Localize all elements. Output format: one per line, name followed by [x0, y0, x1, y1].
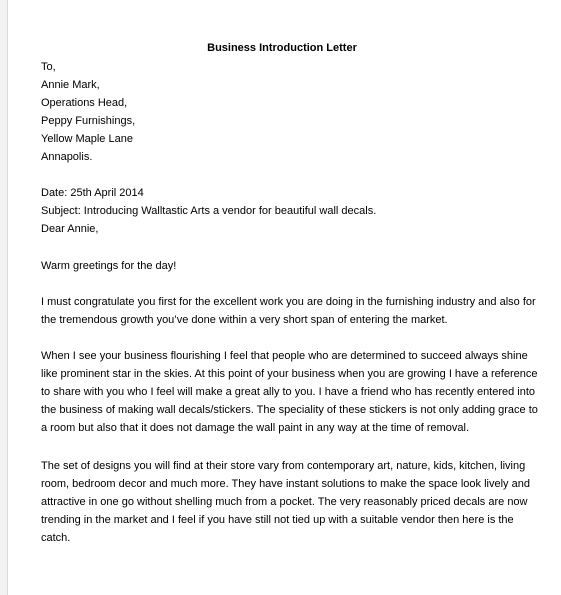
paragraph-line: room, bedroom decor and much more. They have instant solutions to make the space look lively and [41, 478, 530, 490]
paragraph-1 [41, 293, 536, 329]
greeting [41, 257, 541, 275]
recipient-line: Peppy Furnishings, [41, 115, 136, 127]
subject-line: Subject: Introducing Walltastic Arts a vendor for beautiful wall decals. [41, 205, 377, 217]
paragraph-2 [41, 347, 538, 437]
paragraph-line: the business of making wall decals/stickers. The speciality of these stickers is not only adding grace to [41, 404, 538, 416]
paragraph-line: trending in the market and I feel if you have still not tied up with a suitable vendor then here is the [41, 514, 514, 526]
salutation-line: Dear Annie, [41, 223, 99, 235]
paragraph-line: I must congratulate you first for the excellent work you are doing in the furnishing industry and also for [41, 296, 536, 308]
recipient-line: Annapolis. [41, 151, 93, 163]
paragraph-line: a room but also that it does not damage the wall paint in any way at the time of removal. [41, 422, 470, 434]
paragraph-line: the tremendous growth you’ve done within a very short span of entering the market. [41, 314, 448, 326]
paragraph-line: When I see your business flourishing I feel that people who are determined to succeed always shine [41, 350, 528, 362]
greeting-line: Warm greetings for the day! [41, 260, 177, 272]
date-line: Date: 25th April 2014 [41, 187, 144, 199]
recipient-line: Yellow Maple Lane [41, 133, 133, 145]
paragraph-line: The set of designs you will find at their store vary from contemporary art, nature, kids, kitchen, living [41, 460, 526, 472]
recipient-address [41, 58, 541, 166]
letter-header [41, 184, 541, 238]
recipient-line: To, [41, 61, 56, 73]
paragraph-line: attractive in one go without shelling much from a pocket. The very reasonably priced decals are now [41, 496, 528, 508]
recipient-line: Operations Head, [41, 97, 128, 109]
letter-title: Business Introduction Letter [207, 42, 357, 54]
paragraph-line: like prominent star in the skies. At this point of your business when you are growing I have a reference [41, 368, 538, 380]
paragraph-3 [41, 457, 530, 547]
recipient-line: Annie Mark, [41, 79, 100, 91]
paragraph-line: to share with you who I feel will make a great ally to you. I have a friend who has recently entered into [41, 386, 536, 398]
letter-page [7, 0, 561, 595]
paragraph-line: catch. [41, 532, 71, 544]
